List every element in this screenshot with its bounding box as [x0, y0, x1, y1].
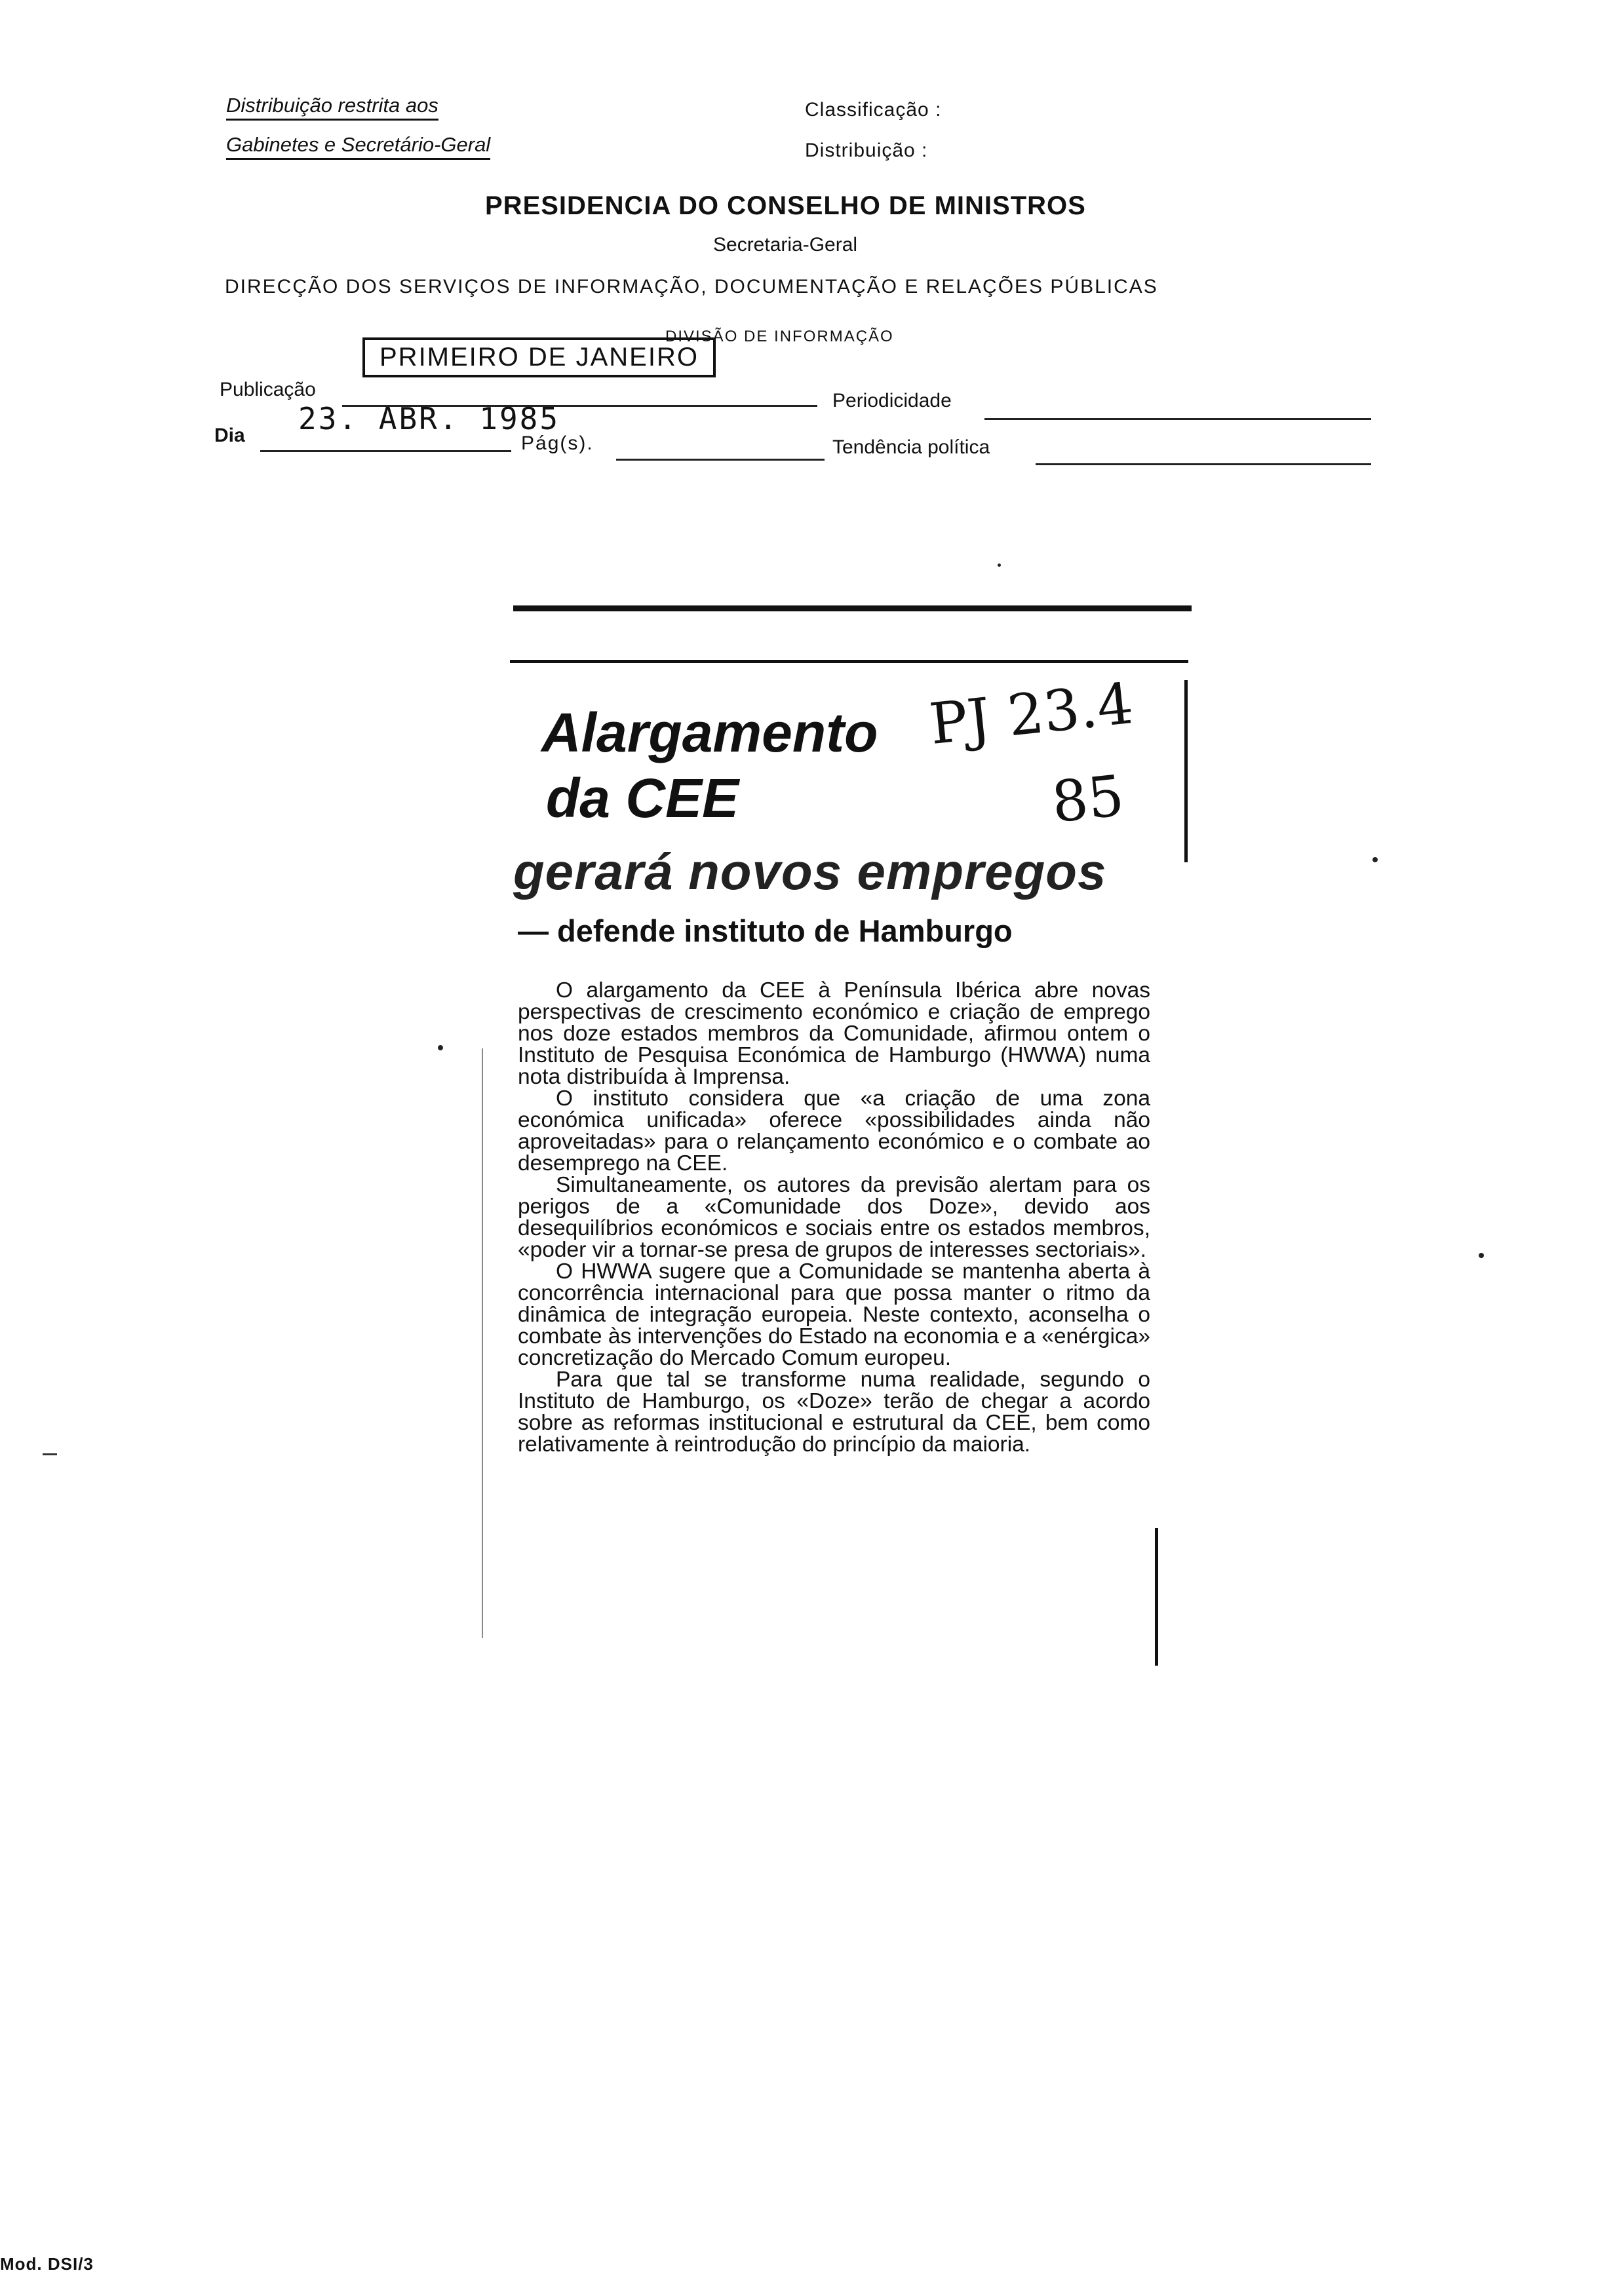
scan-dash [43, 1453, 57, 1455]
publicacao-label: Publicação [220, 379, 316, 400]
clipping-left-trace [482, 1048, 483, 1638]
handwritten-note-line1: PJ 23.4 [926, 671, 1137, 757]
article-paragraph-1: O alargamento da CEE à Península Ibérica abre novas perspectivas de crescimento económico e criação de emprego nos doze estados membros da Comunidade, afirmou ontem o Instituto de Pesquisa Económica de Hamburgo (HWWA) numa nota distribuída à Imprensa. [518, 978, 1150, 1089]
scan-speck [438, 1045, 443, 1050]
handwritten-note-line2: 85 [1049, 763, 1127, 836]
clipping-bottom-right-border [1155, 1528, 1158, 1666]
form-code: Mod. DSI/3 [0, 2254, 94, 2274]
dia-underline [260, 450, 511, 452]
clipping-second-rule [510, 660, 1188, 663]
subheadline: — defende instituto de Hamburgo [518, 913, 1013, 948]
dia-label: Dia [214, 425, 245, 446]
pags-label: Pág(s). [521, 432, 594, 454]
distribuicao-label: Distribuição : [805, 140, 928, 161]
headline-line2: da CEE [546, 767, 739, 829]
pags-underline [616, 459, 825, 461]
clipping-right-border [1184, 680, 1188, 862]
article-paragraph-3: Simultaneamente, os autores da previsão alertam para os perigos de a «Comunidade dos Doze», devido aos desequilíbrios económicos e sociais entre os estados membros, «poder vir a tornar-se presa de grupos de interesses sectoriais». [518, 1173, 1150, 1262]
scan-speck [1479, 1253, 1484, 1258]
publicacao-stamp: PRIMEIRO DE JANEIRO [362, 337, 716, 377]
periodicidade-underline [984, 418, 1371, 420]
classificacao-label: Classificação : [805, 99, 942, 121]
periodicidade-label: Periodicidade [832, 390, 952, 411]
restricted-distribution-line2: Gabinetes e Secretário-Geral [226, 133, 490, 160]
tendencia-underline [1036, 463, 1371, 465]
restricted-distribution-line1: Distribuição restrita aos [226, 94, 438, 121]
scan-speck [998, 564, 1001, 567]
article-paragraph-2: O instituto considera que «a criação de uma zona económica unificada» oferece «possibilidades ainda não aproveitadas» para o relançamento económico e o combate ao desemprego na CEE. [518, 1086, 1150, 1176]
tendencia-label: Tendência política [832, 436, 990, 458]
article-body [518, 980, 1150, 1455]
headline-line1: Alargamento [541, 702, 878, 763]
headline-line3: gerará novos empregos [513, 843, 1107, 900]
article-paragraph-5: Para que tal se transforme numa realidade, segundo o Instituto de Hamburgo, os «Doze» terão de chegar a acordo sobre as reformas institucional e estrutural da CEE, bem como relativamente à reintrodução do princípio da maioria. [518, 1368, 1150, 1457]
presidencia-title: PRESIDENCIA DO CONSELHO DE MINISTROS [485, 191, 1086, 220]
clipping-top-rule [513, 605, 1192, 611]
article-paragraph-4: O HWWA sugere que a Comunidade se mantenha aberta à concorrência internacional para que possa manter o ritmo da dinâmica de integração europeia. Neste contexto, aconselha o combate às intervenções do Estado na economia e a «enérgica» concretização do Mercado Comum europeu. [518, 1259, 1150, 1370]
direccao-title: DIRECÇÃO DOS SERVIÇOS DE INFORMAÇÃO, DOCUMENTAÇÃO E RELAÇÕES PÚBLICAS [225, 276, 1158, 297]
dia-value: 23. ABR. 1985 [298, 401, 560, 436]
secretaria-subtitle: Secretaria-Geral [713, 234, 858, 256]
scan-speck [1372, 857, 1378, 862]
divisao-label: DIVISÃO DE INFORMAÇÃO [665, 328, 894, 345]
